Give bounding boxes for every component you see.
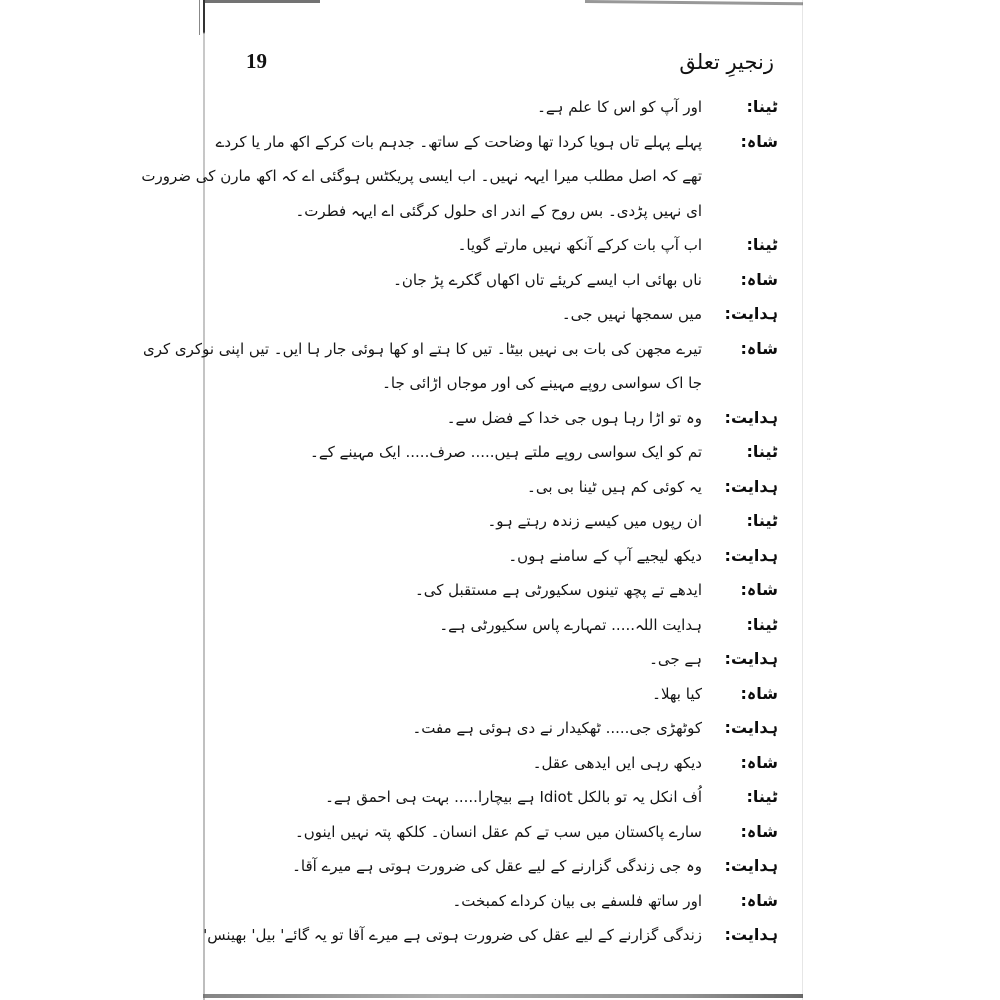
- speech-text: کوٹھڑی جی..... ٹھکیدار نے دی ہوئی ہے مفت۔: [412, 719, 702, 737]
- dialogue-line: [230, 435, 778, 470]
- speaker-label: شاہ:: [740, 683, 778, 703]
- speaker-label: ہدایت:: [724, 718, 778, 737]
- speaker-label: ٹینا:: [746, 235, 778, 254]
- speaker-label: شاہ:: [740, 580, 778, 599]
- dialogue-line: [230, 401, 778, 436]
- speaker-label: ہدایت:: [724, 649, 778, 668]
- speaker-label: ہدایت:: [724, 304, 778, 323]
- speaker-label: ٹینا:: [746, 442, 778, 461]
- dialogue-line: [230, 539, 778, 574]
- speech-text: یہ کوئی کم ہیں ٹینا بی بی۔: [527, 477, 702, 496]
- speaker-label: شاہ:: [740, 338, 778, 358]
- dialogue-line: [230, 263, 778, 298]
- dialogue-line: [230, 470, 778, 505]
- scan-bottom-shadow: [203, 994, 803, 998]
- speaker-label: شاہ:: [740, 890, 778, 910]
- page-left-edge-shadow: [199, 0, 200, 35]
- speech-text: وہ جی زندگی گزارنے کے لیے عقل کی ضرورت ہوتی ہے میرے آقا۔: [292, 857, 702, 875]
- speech-text: ناں بھائی اب ایسے کریئے تاں اکھاں گکرے پڑ جان۔: [393, 270, 702, 289]
- speaker-label: ٹینا:: [746, 511, 778, 530]
- dialogue-line: [230, 780, 778, 815]
- dialogue-line: [203, 918, 778, 953]
- dialogue-line: [230, 884, 778, 919]
- speech-text: ہے جی۔: [649, 650, 702, 668]
- speech-text: اُف انکل یہ تو بالکل Idiot ہے بیچارا..... بہت ہی احمق ہے۔: [325, 788, 702, 806]
- speech-text: ان رپوں میں کیسے زندہ رہتے ہو۔: [487, 512, 702, 530]
- dialogue-line: [230, 366, 778, 401]
- speech-text: میں سمجھا نہیں جی۔: [561, 305, 702, 323]
- speaker-label: ٹینا:: [746, 97, 778, 116]
- dialogue-line: [142, 332, 778, 367]
- speech-text: اور آپ کو اس کا علم ہے۔: [537, 98, 702, 116]
- speaker-label: شاہ:: [740, 821, 778, 841]
- speech-text: کیا بھلا۔: [652, 684, 702, 703]
- dialogue-line: [230, 608, 778, 643]
- dialogue-line: [230, 297, 778, 332]
- dialogue-line: [230, 573, 778, 608]
- speech-text: ای نہیں پڑدی۔ بس روح کے اندر ای حلول کرگئی اے ایہہ فطرت۔: [295, 201, 702, 220]
- dialogue-line: [230, 194, 778, 229]
- running-header-title: زنجیرِ تعلق: [679, 50, 774, 74]
- speech-text: تیرے مجھن کی بات بی نہیں بیٹا۔ تیں کا ہتے او کھا ہوئی جار ہا ایں۔ تیں اپنی نوکری کری: [142, 339, 702, 358]
- speaker-label: شاہ:: [740, 269, 778, 289]
- speaker-label: ہدایت:: [724, 856, 778, 875]
- speaker-label: شاہ:: [740, 131, 778, 151]
- dialogue-line: [230, 815, 778, 850]
- speech-text: ایدھے تے پچھ تینوں سکیورٹی ہے مستقبل کی۔: [414, 581, 702, 599]
- speaker-label: ٹینا:: [746, 614, 778, 634]
- dialogue-line: [230, 504, 778, 539]
- speech-text: ہدایت اللہ..... تمہارے پاس سکیورٹی ہے۔: [439, 615, 702, 634]
- dialogue-body: [141, 90, 778, 953]
- speaker-label: ہدایت:: [724, 476, 778, 496]
- speech-text: سارے پاکستان میں سب تے کم عقل انسان۔ کلکھ پتہ نہیں اینوں۔: [294, 822, 702, 841]
- dialogue-line: [215, 125, 778, 160]
- dialogue-line: [141, 159, 778, 194]
- dialogue-line: [230, 642, 778, 677]
- speech-text: دیکھ رہی ایں ایدھی عقل۔: [532, 753, 702, 772]
- speech-text: اب آپ بات کرکے آنکھ نہیں مارتے گویا۔: [457, 236, 702, 254]
- dialogue-line: [230, 849, 778, 884]
- speech-text: جا اک سواسی روپے مہینے کی اور موجاں اڑائی جا۔: [382, 374, 702, 392]
- page-right-edge: [802, 0, 803, 1000]
- dialogue-line: [230, 228, 778, 263]
- speech-text: پہلے پہلے تاں ہویا کردا تھا وضاحت کے ساتھ۔ جدہم بات کرکے اکھ مار یا کردے: [215, 132, 702, 151]
- speaker-label: ہدایت:: [724, 925, 778, 944]
- scan-top-shadow-left: [205, 0, 320, 3]
- dialogue-line: [230, 711, 778, 746]
- dialogue-line: [230, 677, 778, 712]
- speech-text: اور ساتھ فلسفے بی بیان کرداے کمبخت۔: [452, 891, 702, 910]
- dialogue-line: [230, 746, 778, 781]
- speaker-label: ہدایت:: [724, 545, 778, 565]
- speech-text: وہ تو اڑا رہا ہوں جی خدا کے فضل سے۔: [446, 408, 702, 427]
- speech-text: زندگی گزارنے کے لیے عقل کی ضرورت ہوتی ہے میرے آقا تو یہ گائے' بیل' بھینس': [203, 926, 702, 944]
- speech-text: تھے کہ اصل مطلب میرا ایہہ نہیں۔ اب ایسی پریکٹس ہوگئی اے کہ اکھ مارن کی ضرورت: [141, 167, 702, 185]
- speech-text: تم کو ایک سواسی روپے ملتے ہیں..... صرف..... ایک مہینے کے۔: [310, 443, 702, 461]
- page-number: 19: [246, 49, 267, 73]
- speaker-label: ہدایت:: [724, 407, 778, 427]
- speech-text: دیکھ لیجیے آپ کے سامنے ہوں۔: [508, 546, 702, 565]
- dialogue-line: [230, 90, 778, 125]
- speaker-label: ٹینا:: [746, 787, 778, 806]
- page-left-edge: [203, 0, 205, 1000]
- speaker-label: شاہ:: [740, 752, 778, 772]
